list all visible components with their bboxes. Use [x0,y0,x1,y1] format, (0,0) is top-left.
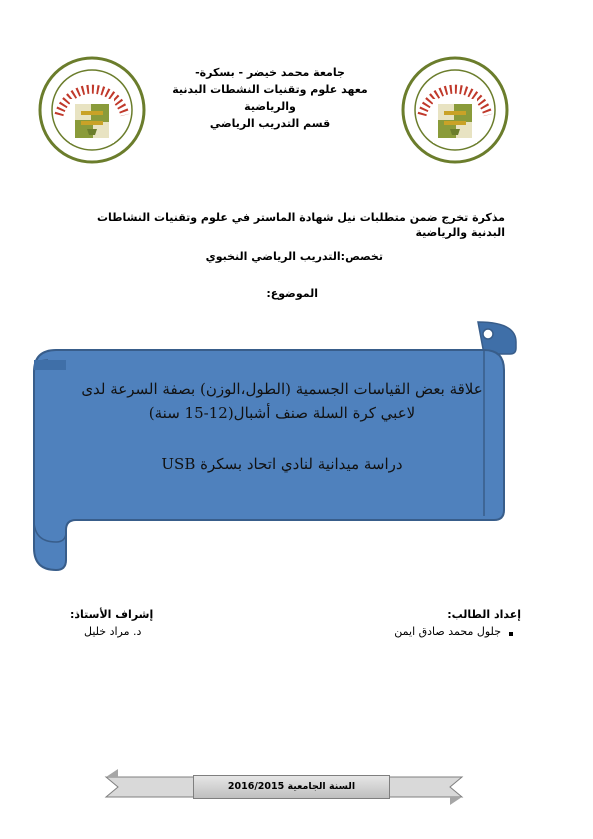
academic-year: السنة الجامعية 2016/2015 [227,781,356,792]
topic-scroll-banner [26,320,520,572]
topic-study: دراسة ميدانية لنادي اتحاد بسكرة USB [161,455,403,473]
university-header [150,64,390,132]
student-label: إعداد الطالب: [447,608,521,621]
department-name: قسم التدريب الرياضي [209,117,331,130]
student-bullet-icon [509,632,513,636]
specialty-line: تخصص:التدريب الرياضي النخبوي [205,250,383,263]
university-seal-icon [37,55,147,165]
student-name: جلول محمد صادق ايمن [394,625,501,638]
supervisor-label: إشراف الأستاذ: [70,608,154,621]
supervisor-name: د. مراد خليل [84,625,142,638]
university-logo-right [400,55,510,165]
university-logo-left [37,55,147,165]
university-name: جامعة محمد خيضر - بسكرة- [195,66,345,79]
topic-title: علاقة بعض القياسات الجسمية (الطول،الوزن) بصفة السرعة لدى لاعبي كرة السلة صنف أشبال(12-15 سنة) [81,380,483,422]
thesis-statement: مذكرة تخرج ضمن متطلبات نيل شهادة الماستر في علوم وتقنيات النشاطات البدنية والرياضية [96,211,505,239]
university-seal-icon [400,55,510,165]
institute-name: معهد علوم وتقنيات النشطات البدنية والرياضية [172,83,368,113]
subject-label: الموضوع: [266,287,318,300]
scroll-shape [26,320,520,572]
